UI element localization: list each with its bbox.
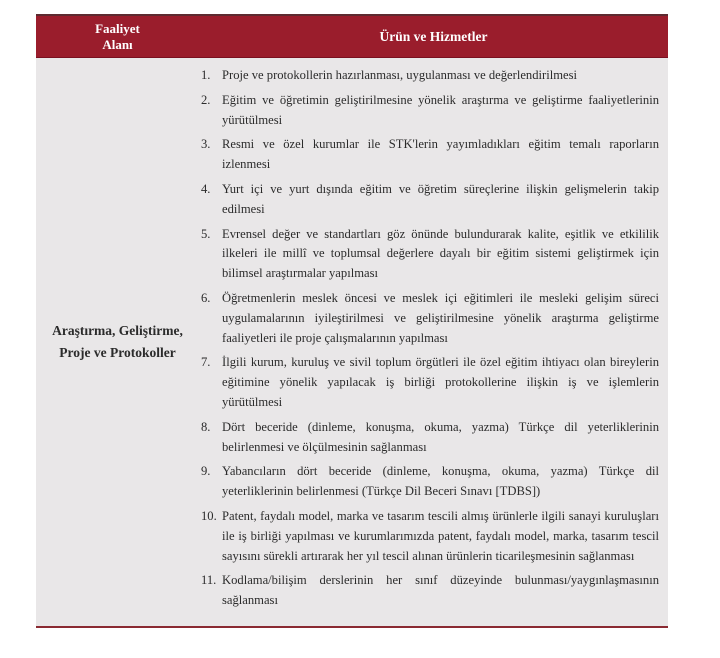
list-item-number: 5. — [201, 226, 211, 241]
list-item-number: 10. — [201, 508, 217, 523]
column-header-activity-line1: Faaliyet — [95, 20, 140, 36]
activity-area-line1: Araştırma, Geliştirme, — [52, 323, 183, 338]
list-item-text: Evrensel değer ve standartları göz önünde bulundurarak kalite, eşitlik ve etkililik ilkeleri ile millî ve toplumsal değerlere dayalı bir eğitim sistemi geliştirmek için bilimsel araştırmalar yapılması — [222, 226, 659, 281]
column-header-activity-area — [36, 16, 199, 57]
column-header-products-services — [199, 16, 668, 57]
list-item — [201, 66, 659, 86]
list-item — [201, 135, 659, 175]
list-item — [201, 353, 659, 412]
column-header-products-label: Ürün ve Hizmetler — [379, 28, 488, 44]
list-item-text: İlgili kurum, kuruluş ve sivil toplum örgütleri ile özel eğitim ihtiyacı olan bireylerin eğitimine yönelik yapılacak iş birliği protokollerine ilişkin iş ve işlemlerin yürütülmesi — [222, 355, 659, 409]
list-item-number: 7. — [201, 355, 211, 370]
activity-area-line2: Proje ve Protokoller — [59, 345, 176, 360]
list-item-number: 3. — [201, 137, 211, 152]
list-item-number: 2. — [201, 92, 211, 107]
list-item — [201, 225, 659, 284]
list-item — [201, 462, 659, 502]
list-item-text: Resmi ve özel kurumlar ile STK'lerin yayımladıkları eğitim temalı raporların izlenmesi — [222, 137, 659, 172]
list-item-number: 9. — [201, 464, 211, 479]
list-item-number: 8. — [201, 419, 211, 434]
list-item — [201, 91, 659, 131]
list-item-number: 1. — [201, 68, 211, 82]
products-services-cell — [199, 58, 668, 626]
list-item-text: Dört beceride (dinleme, konuşma, okuma, yazma) Türkçe dil yeterliklerinin belirlenmesi ve ölçülmesinin sağlanması — [222, 419, 659, 454]
list-item-number: 4. — [201, 181, 211, 196]
list-item-text: Öğretmenlerin meslek öncesi ve meslek içi eğitimleri ile mesleki gelişim süreci uygulamalarının iyileştirilmesi ve geliştirilmesine yönelik araştırma geliştirme faaliyetleri ile proje çalışmalarının yapılması — [222, 290, 659, 345]
list-item — [201, 507, 659, 566]
list-item-text: Proje ve protokollerin hazırlanması, uygulanması ve değerlendirilmesi — [222, 68, 577, 82]
list-item-text: Yabancıların dört beceride (dinleme, konuşma, okuma, yazma) Türkçe dil yeterliklerinin belirlenmesi (Türkçe Dil Beceri Sınavı [TDBS]) — [222, 464, 659, 499]
column-header-activity-line2: Alanı — [102, 36, 133, 52]
list-item-text: Yurt içi ve yurt dışında eğitim ve öğretim süreçlerine ilişkin gelişmelerin takip edilmesi — [222, 181, 659, 216]
list-item-text: Kodlama/bilişim derslerinin her sınıf düzeyinde bulunması/yaygınlaşmasının sağlanması — [222, 573, 659, 608]
list-item-number: 11. — [201, 573, 217, 588]
list-item-number: 6. — [201, 290, 211, 305]
list-item-text: Patent, faydalı model, marka ve tasarım tescili almış ürünlerle ilgili sanayi kuruluşları ile iş birliği yapılması ve kurumlarımızda patent, faydalı model, marka, tasarım tescil sayısını sürekli artırarak her yıl tescil alınan ürünlerin ticarileşmesinin sağlanması — [222, 508, 659, 563]
list-item — [201, 418, 659, 458]
list-item — [201, 180, 659, 220]
table-body-row — [36, 58, 668, 626]
activity-products-table — [36, 14, 668, 628]
activity-area-cell — [36, 58, 199, 626]
list-item — [201, 289, 659, 348]
list-item — [201, 571, 659, 611]
list-item-text: Eğitim ve öğretimin geliştirilmesine yönelik araştırma ve geliştirme faaliyetlerinin yürütülmesi — [222, 92, 659, 127]
table-header-row — [36, 14, 668, 58]
